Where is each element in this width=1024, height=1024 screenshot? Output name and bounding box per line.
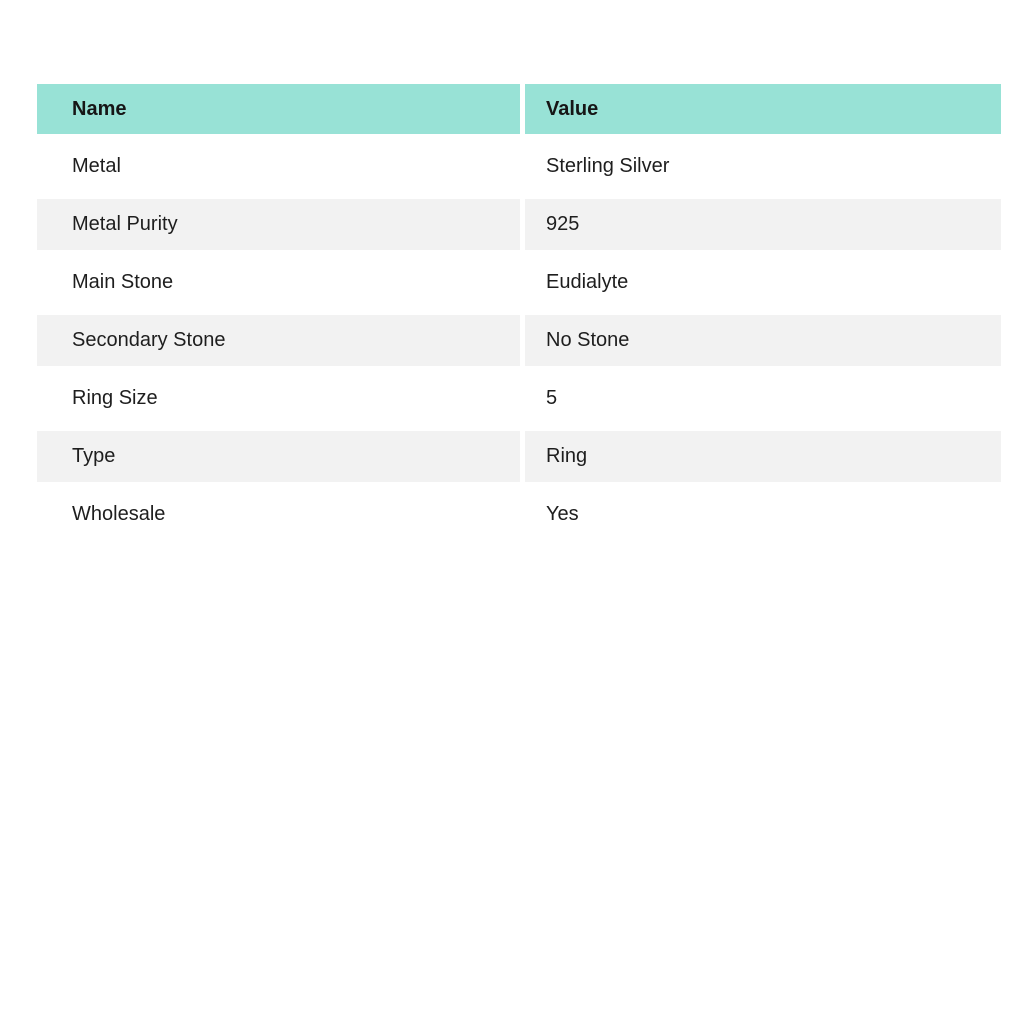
row-name-cell [37, 431, 520, 482]
attribute-name: Type [72, 445, 116, 467]
attribute-name: Metal Purity [72, 213, 178, 235]
attribute-value: Yes [546, 503, 579, 525]
attribute-value: Eudialyte [546, 271, 629, 293]
row-value-cell [525, 315, 1001, 366]
table-row [37, 373, 1001, 424]
header-name-label: Name [72, 97, 127, 120]
attribute-value: Ring [546, 445, 588, 467]
table-row [37, 199, 1001, 250]
attribute-value: 5 [546, 387, 558, 409]
attribute-name: Metal [72, 155, 121, 177]
attribute-name: Main Stone [72, 271, 174, 293]
attribute-name: Secondary Stone [72, 329, 226, 351]
header-cell-value [525, 84, 1001, 134]
header-value-label: Value [546, 97, 599, 120]
row-value-cell [525, 489, 1001, 540]
row-name-cell [37, 489, 520, 540]
row-value-cell [525, 373, 1001, 424]
attribute-name: Ring Size [72, 387, 158, 409]
row-name-cell [37, 199, 520, 250]
table-row [37, 315, 1001, 366]
table-row [37, 489, 1001, 540]
row-value-cell [525, 141, 1001, 192]
attribute-value: Sterling Silver [546, 155, 670, 177]
attribute-value: No Stone [546, 329, 630, 351]
attribute-value: 925 [546, 213, 580, 235]
row-name-cell [37, 257, 520, 308]
row-value-cell [525, 431, 1001, 482]
product-spec-table [37, 84, 1001, 547]
table-row [37, 431, 1001, 482]
row-value-cell [525, 257, 1001, 308]
table-header-row [37, 84, 1001, 134]
table-row [37, 257, 1001, 308]
row-name-cell [37, 373, 520, 424]
row-name-cell [37, 141, 520, 192]
row-value-cell [525, 199, 1001, 250]
header-cell-name [37, 84, 520, 134]
table-row [37, 141, 1001, 192]
attribute-name: Wholesale [72, 503, 166, 525]
row-name-cell [37, 315, 520, 366]
